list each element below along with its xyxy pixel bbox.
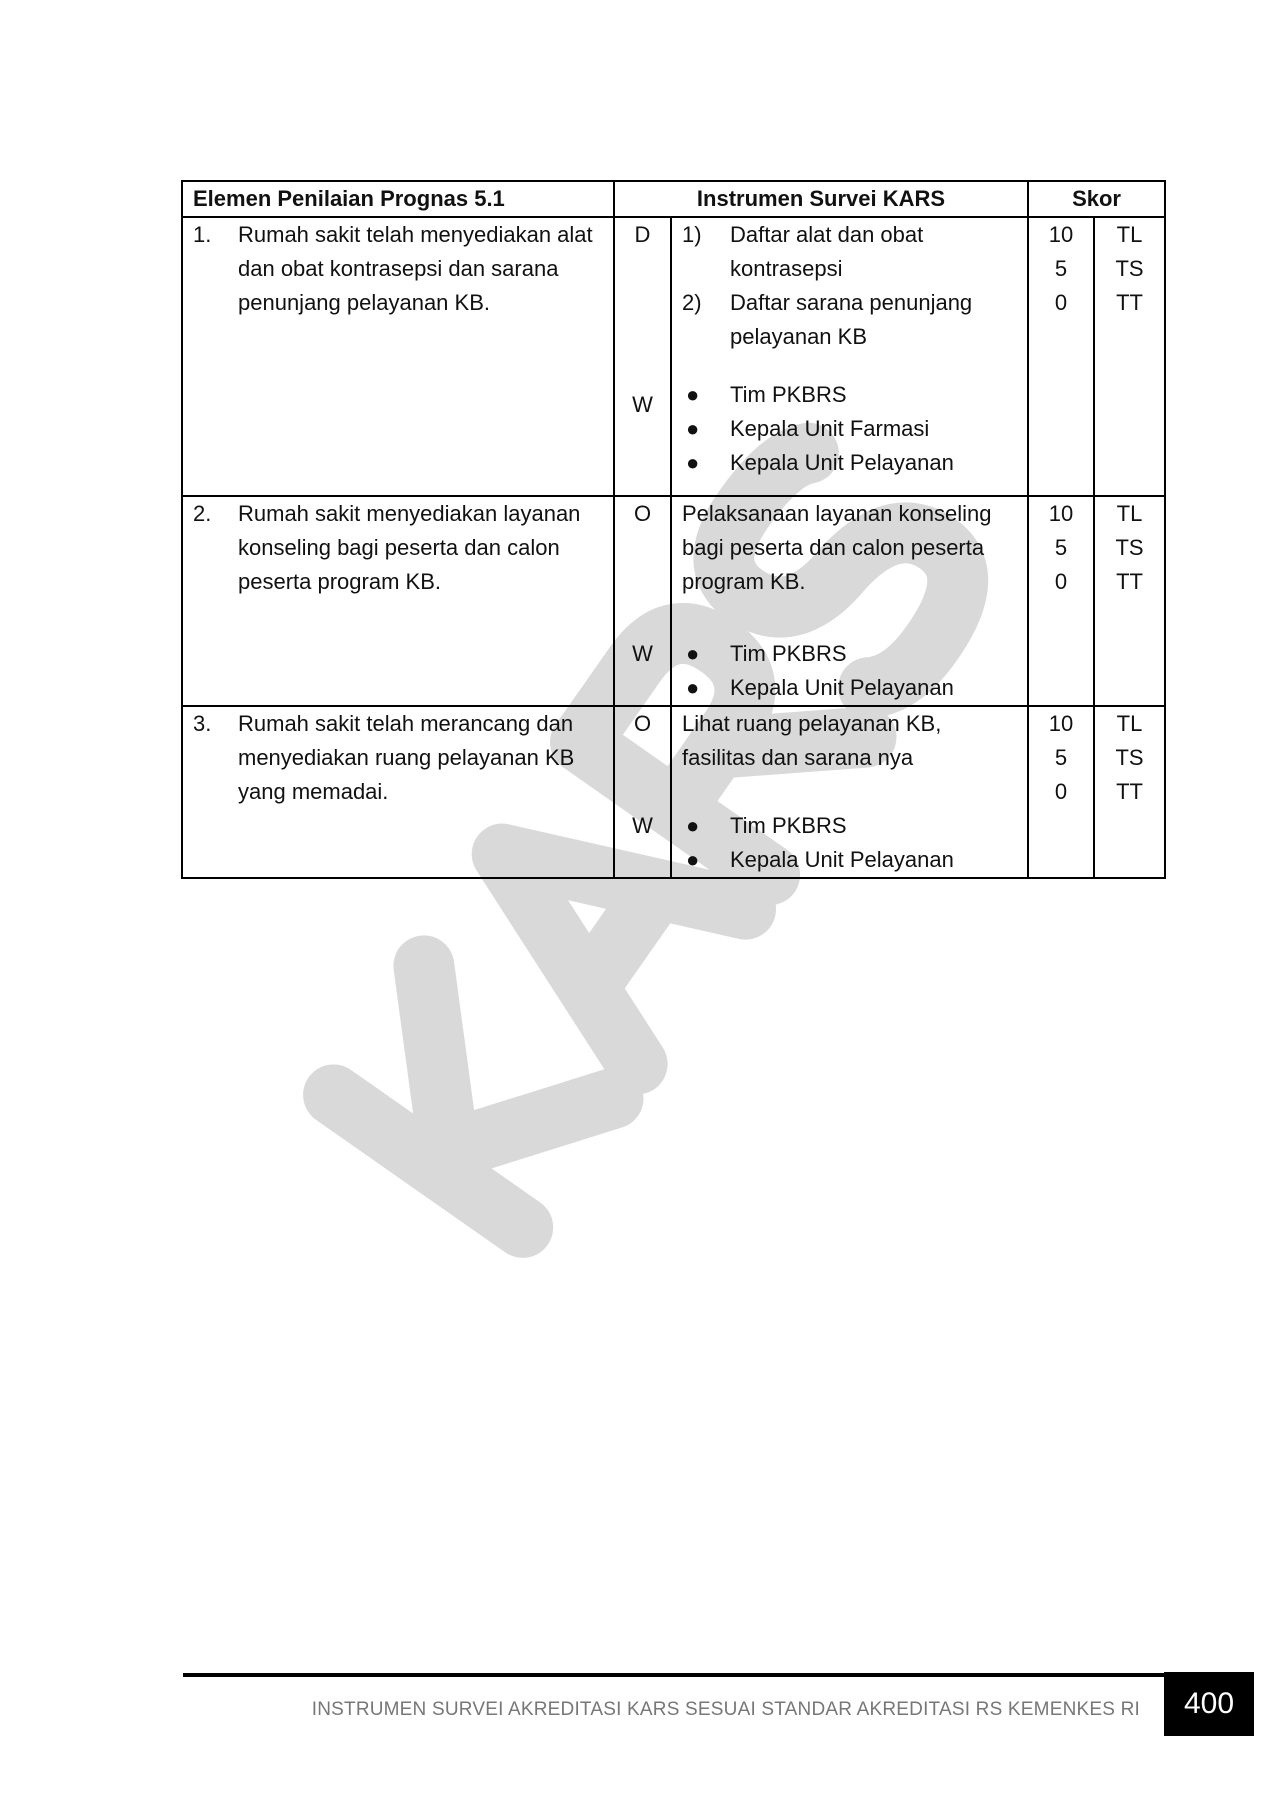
table-row <box>182 217 1165 496</box>
element-cell <box>182 706 614 878</box>
bullet-text: Kepala Unit Pelayanan <box>730 847 954 872</box>
instrument-text: Lihat ruang pelayanan KB, fasilitas dan sarana nya <box>682 711 942 770</box>
score-label: TS <box>1115 535 1144 560</box>
element-text: Rumah sakit menyediakan layanan konseling bagi peserta dan calon peserta program KB. <box>238 501 581 594</box>
score-value: 0 <box>1054 779 1068 804</box>
element-cell <box>182 217 614 496</box>
score-cell <box>1028 496 1094 706</box>
label-cell <box>1094 706 1165 878</box>
header-instrument: Instrumen Survei KARS <box>614 181 1028 217</box>
code-cell <box>614 496 671 706</box>
code-d: D <box>634 222 651 247</box>
score-value: 10 <box>1048 711 1074 736</box>
bullet-text: Kepala Unit Pelayanan <box>730 675 954 700</box>
score-cell <box>1028 706 1094 878</box>
row-number: 2. <box>193 501 212 526</box>
score-value: 10 <box>1048 501 1074 526</box>
code-cell <box>614 217 671 496</box>
instrument-text: Pelaksanaan layanan konseling bagi peserta dan calon peserta program KB. <box>682 501 992 594</box>
score-value: 0 <box>1054 569 1068 594</box>
score-value: 5 <box>1054 256 1068 281</box>
score-label: TS <box>1115 745 1144 770</box>
instrument-cell <box>671 706 1028 878</box>
table-header <box>182 181 1165 217</box>
score-label: TL <box>1116 222 1143 247</box>
table-row <box>182 496 1165 706</box>
bullet-text: Kepala Unit Pelayanan <box>730 450 954 475</box>
bullet-text: Tim PKBRS <box>730 382 847 407</box>
page-number: 400 <box>1164 1672 1254 1736</box>
code-w: W <box>632 641 653 666</box>
code-w: W <box>632 392 653 417</box>
element-cell <box>182 496 614 706</box>
code-cell <box>614 706 671 878</box>
header-score: Skor <box>1028 181 1165 217</box>
score-label: TT <box>1116 569 1143 594</box>
score-value: 0 <box>1054 290 1068 315</box>
item-text: Daftar alat dan obat kontrasepsi <box>730 222 924 281</box>
bullet-icon: ● <box>686 416 700 441</box>
bullet-icon: ● <box>686 382 700 407</box>
row-number: 1. <box>193 222 212 247</box>
assessment-table <box>181 180 1166 879</box>
bullet-text: Kepala Unit Farmasi <box>730 416 930 441</box>
code-o: O <box>633 501 652 526</box>
bullet-icon: ● <box>686 450 700 475</box>
score-value: 5 <box>1054 745 1068 770</box>
label-cell <box>1094 496 1165 706</box>
footer-divider <box>183 1673 1168 1677</box>
item-number: 1) <box>682 222 702 247</box>
label-cell <box>1094 217 1165 496</box>
score-label: TT <box>1116 290 1143 315</box>
score-label: TT <box>1116 779 1143 804</box>
bullet-icon: ● <box>686 641 700 666</box>
watermark-letter-k <box>334 966 614 1228</box>
bullet-icon: ● <box>686 813 700 838</box>
bullet-text: Tim PKBRS <box>730 813 847 838</box>
score-value: 5 <box>1054 535 1068 560</box>
table-row <box>182 706 1165 878</box>
footer-title: INSTRUMEN SURVEI AKREDITASI KARS SESUAI STANDAR AKREDITASI RS KEMENKES RI <box>311 1699 1140 1720</box>
bullet-text: Tim PKBRS <box>730 641 847 666</box>
score-label: TL <box>1116 501 1143 526</box>
item-number: 2) <box>682 290 702 315</box>
header-element: Elemen Penilaian Prognas 5.1 <box>182 181 614 217</box>
score-label: TS <box>1115 256 1144 281</box>
score-value: 10 <box>1048 222 1074 247</box>
score-cell <box>1028 217 1094 496</box>
score-label: TL <box>1116 711 1143 736</box>
instrument-cell <box>671 496 1028 706</box>
item-text: Daftar sarana penunjang pelayanan KB <box>730 290 973 349</box>
row-number: 3. <box>193 711 212 736</box>
instrument-cell <box>671 217 1028 496</box>
bullet-icon: ● <box>686 847 700 872</box>
element-text: Rumah sakit telah merancang dan menyediakan ruang pelayanan KB yang memadai. <box>238 711 575 804</box>
code-o: O <box>633 711 652 736</box>
code-w: W <box>632 813 653 838</box>
bullet-icon: ● <box>686 675 700 700</box>
element-text: Rumah sakit telah menyediakan alat dan obat kontrasepsi dan sarana penunjang pelayanan KB. <box>238 222 593 315</box>
